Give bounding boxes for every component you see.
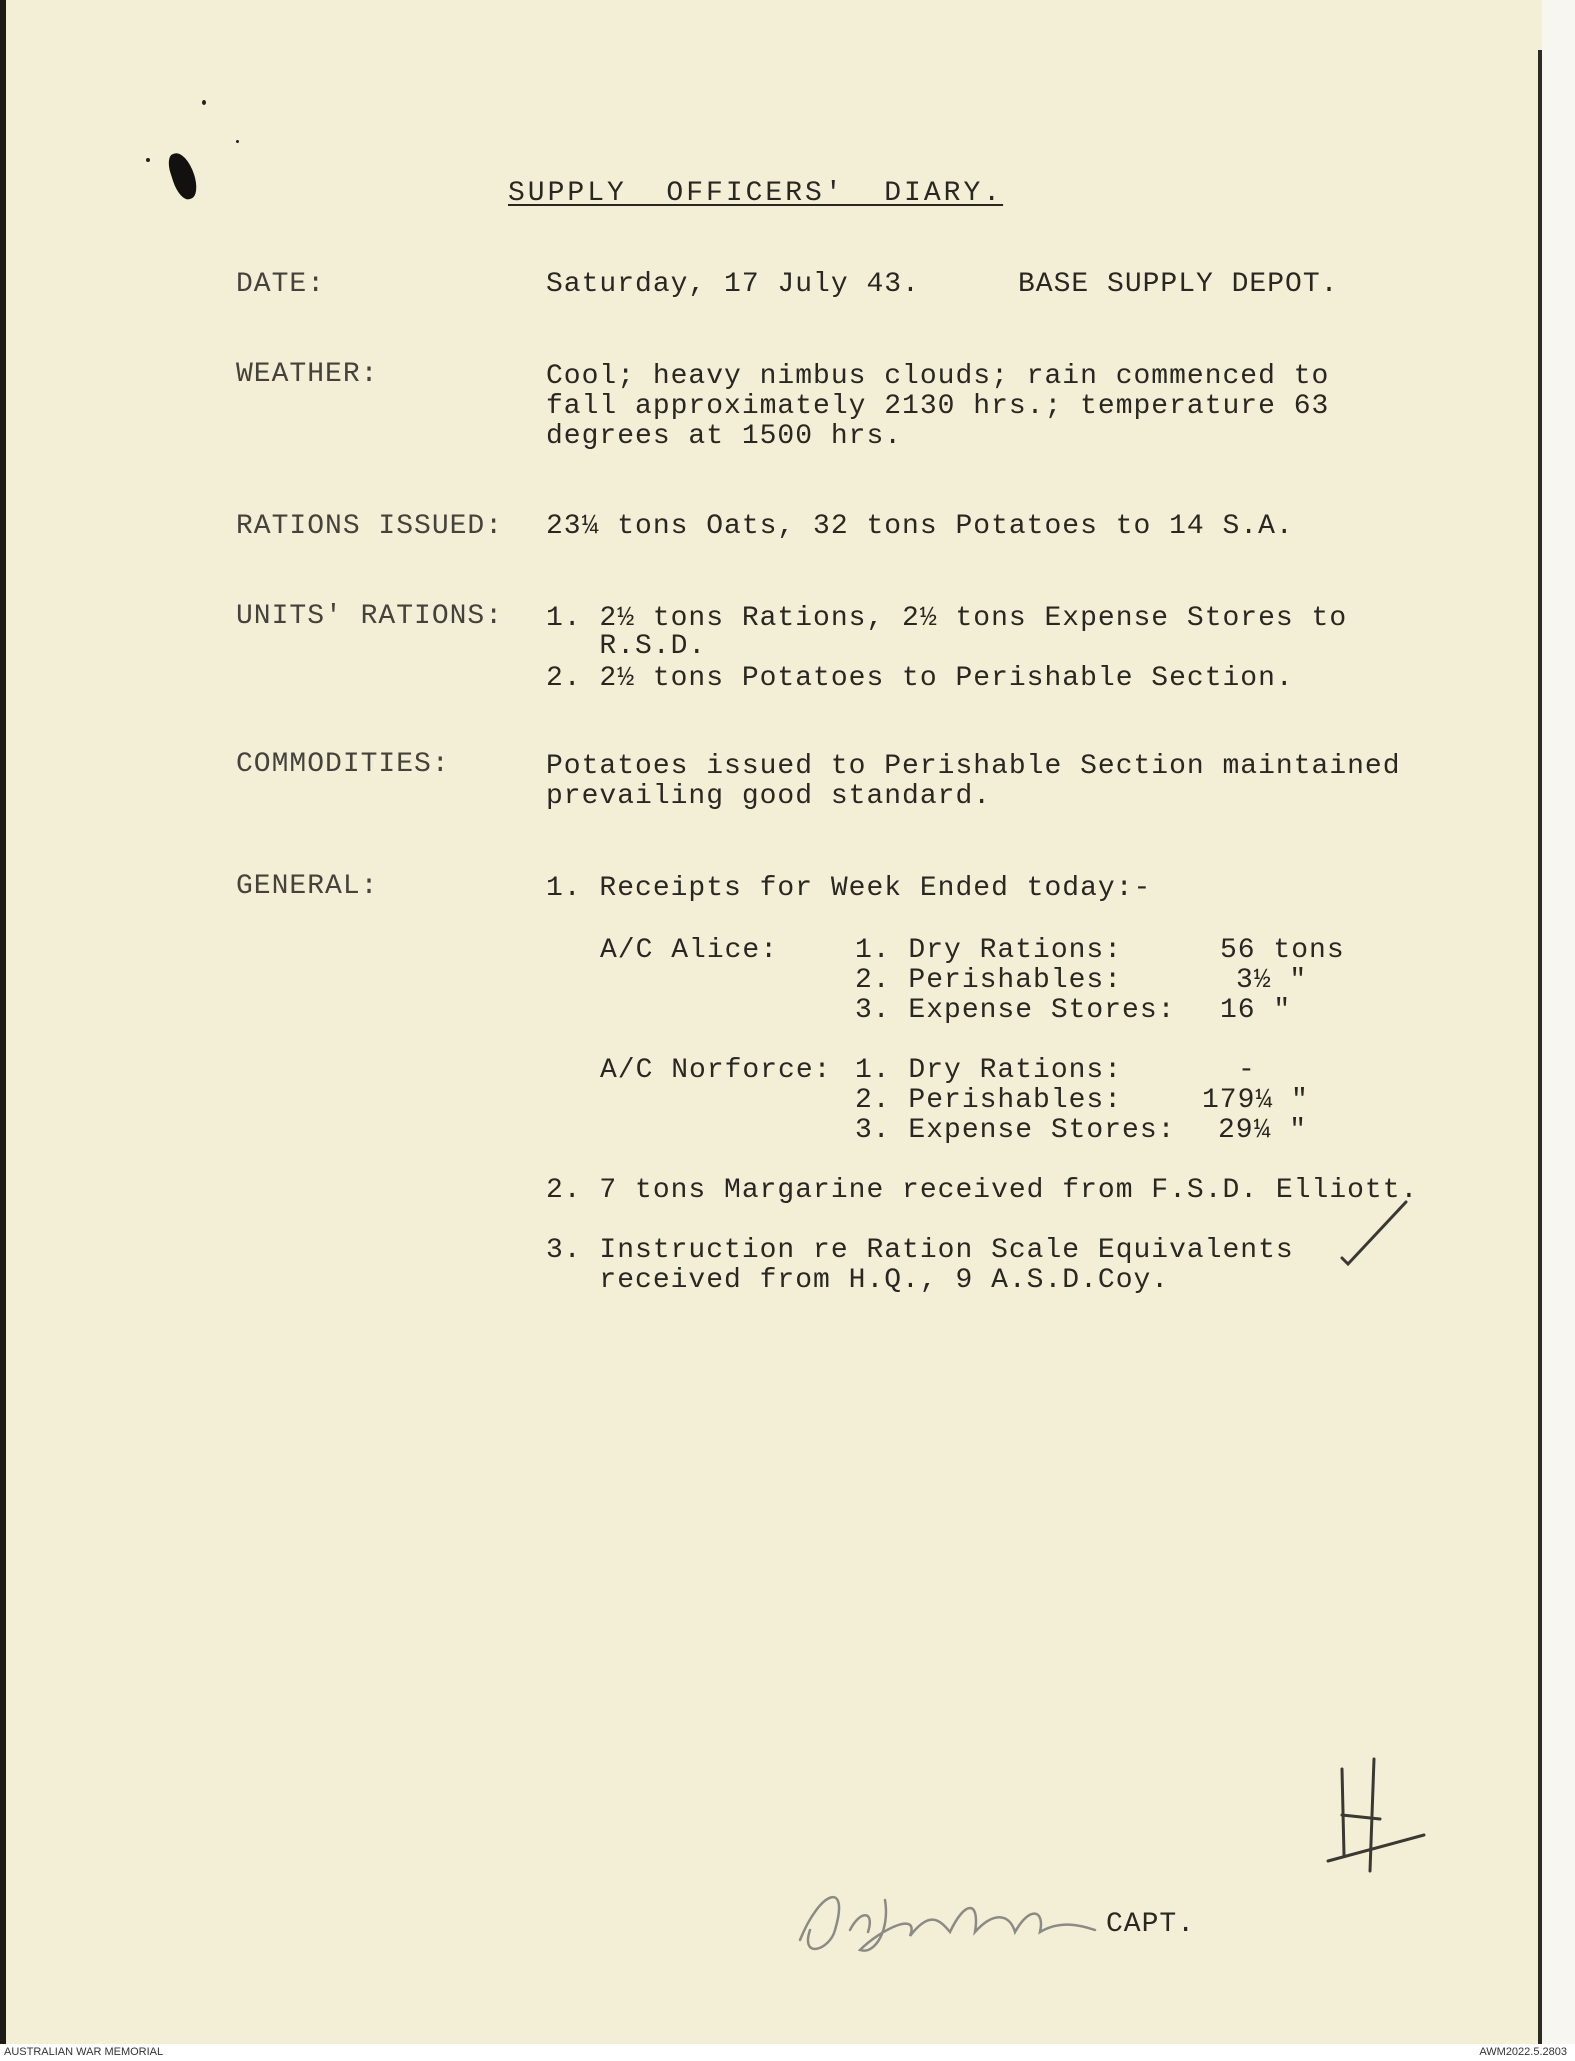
scan-left-edge	[0, 0, 6, 2044]
general-item-1: 1. Receipts for Week Ended today:-	[546, 873, 1152, 904]
check-mark-icon	[1338, 1198, 1410, 1270]
account-name: A/C Alice:	[600, 935, 779, 966]
general-item-3: 3. Instruction re Ration Scale Equivalents	[546, 1235, 1294, 1266]
date-value: Saturday, 17 July 43.	[546, 269, 920, 300]
signature-rank: CAPT.	[1106, 1909, 1196, 1940]
commodities-label: COMMODITIES:	[236, 749, 450, 780]
receipt-qty: 179¼ "	[1202, 1085, 1309, 1116]
commodities-line: Potatoes issued to Perishable Section maintained	[546, 751, 1401, 782]
handwritten-signature	[780, 1870, 1100, 1960]
page-title: SUPPLY OFFICERS' DIARY.	[508, 178, 1004, 209]
depot-name: BASE SUPPLY DEPOT.	[1018, 269, 1339, 300]
receipt-item: 3. Expense Stores:	[855, 995, 1176, 1026]
general-item-2: 2. 7 tons Margarine received from F.S.D. Elliott.	[546, 1175, 1419, 1206]
receipt-item: 1. Dry Rations:	[855, 935, 1123, 966]
date-label: DATE:	[236, 269, 326, 300]
receipt-item: 1. Dry Rations:	[855, 1055, 1123, 1086]
commodities-line: prevailing good standard.	[546, 781, 992, 812]
handwritten-initials	[1320, 1755, 1430, 1895]
weather-line: degrees at 1500 hrs.	[546, 421, 903, 452]
weather-label: WEATHER:	[236, 359, 379, 390]
footer-institution: AUSTRALIAN WAR MEMORIAL	[4, 2046, 164, 2058]
receipt-qty: -	[1238, 1055, 1256, 1086]
footer-reference: AWM2022.5.2803	[1479, 2046, 1567, 2058]
receipt-qty: 56 tons	[1220, 935, 1345, 966]
speck	[146, 158, 150, 162]
receipt-item: 2. Perishables:	[855, 1085, 1123, 1116]
footer	[0, 2044, 1575, 2061]
weather-line: Cool; heavy nimbus clouds; rain commenced to	[546, 361, 1330, 392]
receipt-item: 3. Expense Stores:	[855, 1115, 1176, 1146]
scan-margin	[1542, 0, 1575, 2044]
speck	[202, 100, 206, 105]
receipt-item: 2. Perishables:	[855, 965, 1123, 996]
general-label: GENERAL:	[236, 871, 379, 902]
units-rations-line: 2. 2½ tons Potatoes to Perishable Section.	[546, 663, 1294, 694]
general-item-3: received from H.Q., 9 A.S.D.Coy.	[546, 1265, 1170, 1296]
receipt-qty: 3½ "	[1236, 965, 1308, 996]
units-rations-line: R.S.D.	[546, 631, 707, 662]
rations-issued-label: RATIONS ISSUED:	[236, 511, 504, 542]
units-rations-line: 1. 2½ tons Rations, 2½ tons Expense Stores to	[546, 603, 1348, 634]
receipt-qty: 29¼ "	[1218, 1115, 1308, 1146]
rations-issued-value: 23¼ tons Oats, 32 tons Potatoes to 14 S.A.	[546, 511, 1294, 542]
receipt-qty: 16 "	[1220, 995, 1292, 1026]
punch-hole	[165, 150, 201, 202]
weather-line: fall approximately 2130 hrs.; temperature 63	[546, 391, 1330, 422]
speck	[236, 140, 239, 143]
account-name: A/C Norforce:	[600, 1055, 832, 1086]
units-rations-label: UNITS' RATIONS:	[236, 601, 504, 632]
